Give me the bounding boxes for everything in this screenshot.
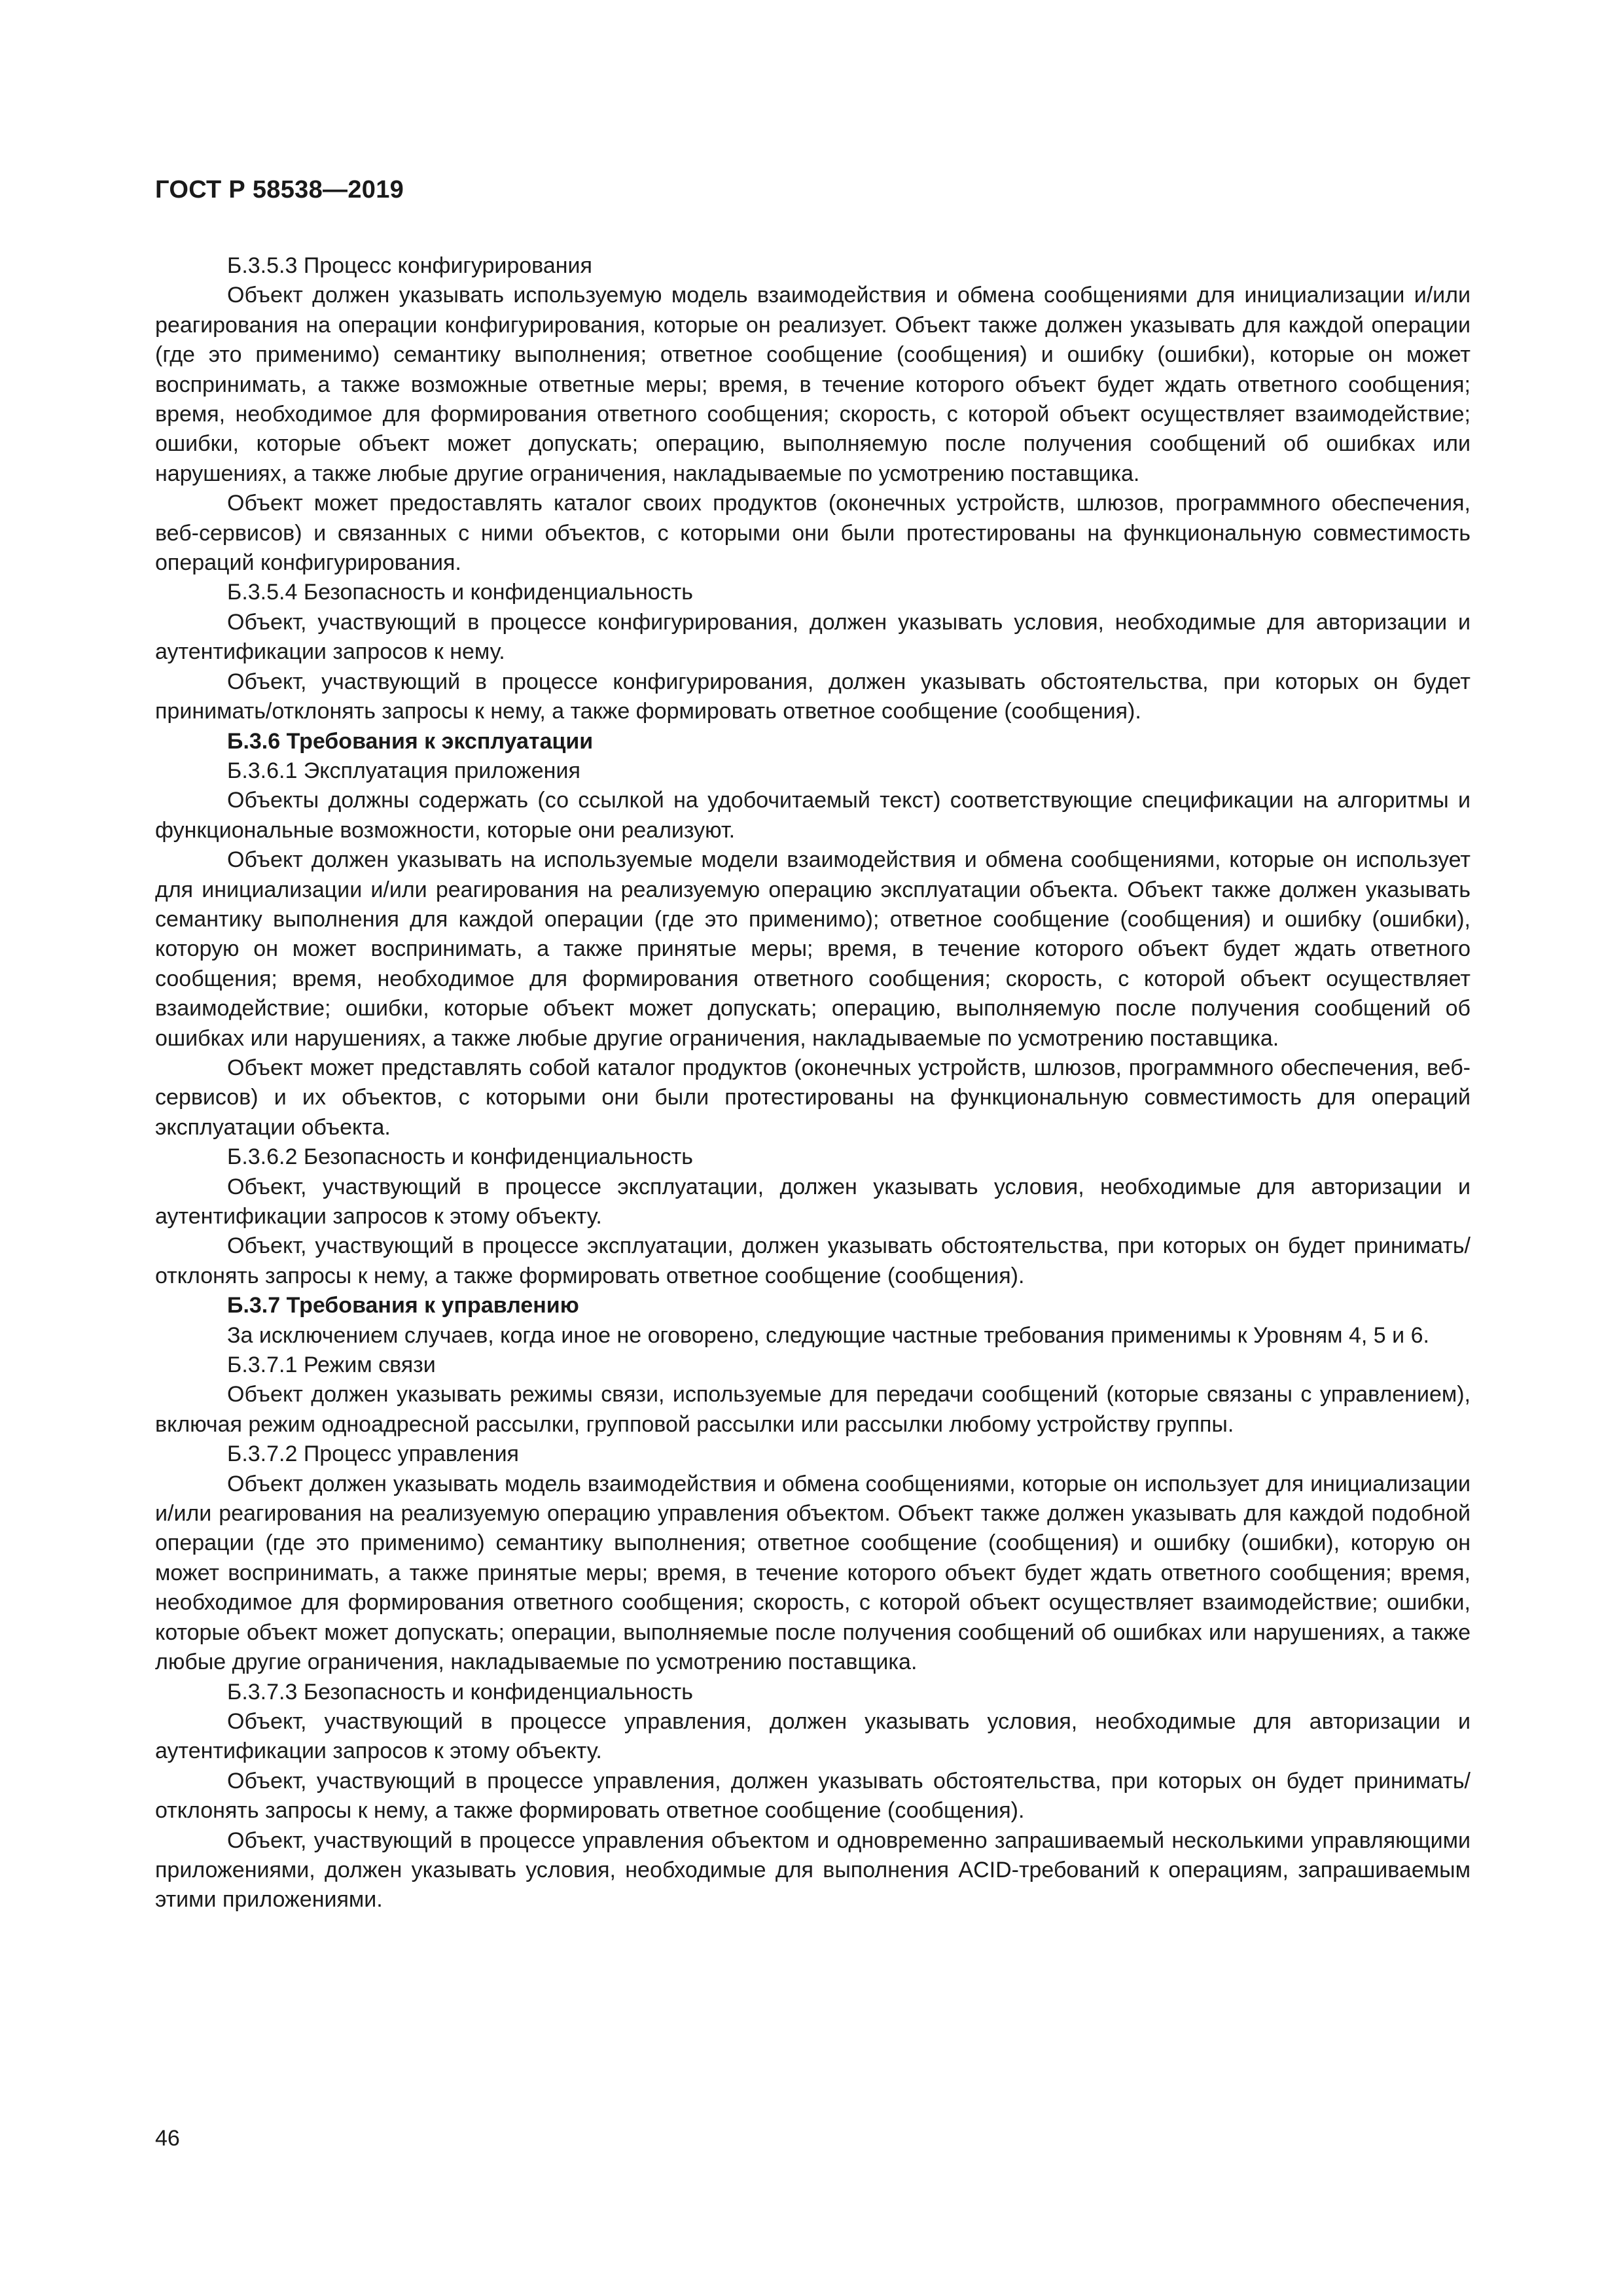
section-heading-b3-6-1: Б.3.6.1 Эксплуатация приложения bbox=[227, 758, 580, 783]
paragraph: За исключением случаев, когда иное не оговорено, следующие частные требования применимы к Уровням 4, 5 и 6. bbox=[227, 1322, 1429, 1348]
paragraph: Объект, участвующий в процессе управления, должен указывать обстоятельства, при которых он будет принимать/отклонять запросы к нему, а также формировать ответное сообщение (сообщения). bbox=[155, 1768, 1471, 1824]
section-heading-b3-5-4: Б.3.5.4 Безопасность и конфиденциальность bbox=[227, 580, 693, 605]
paragraph: Объект, участвующий в процессе эксплуатации, должен указывать условия, необходимые для авторизации и аутентификации запросов к этому объекту. bbox=[155, 1174, 1471, 1229]
paragraph: Объекты должны содержать (со ссылкой на удобочитаемый текст) соответствующие спецификации на алгоритмы и функциональные возможности, которые они реализуют. bbox=[155, 788, 1471, 843]
paragraph: Объект должен указывать режимы связи, используемые для передачи сообщений (которые связаны с управлением), включая режим одноадресной рассылки, групповой рассылки или рассылки любому устройству группы. bbox=[155, 1382, 1471, 1437]
section-heading-b3-7-2: Б.3.7.2 Процесс управления bbox=[227, 1441, 519, 1467]
paragraph: Объект может предоставлять каталог своих продуктов (оконечных устройств, шлюзов, программного обеспечения, веб-сервисов) и связанных с ними объектов, с которыми они были протестированы на функциональную совместимость операций конфигурирования. bbox=[155, 491, 1471, 576]
paragraph: Объект может представлять собой каталог продуктов (оконечных устройств, шлюзов, программного обеспечения, веб-сервисов) и их объектов, с которыми они были протестированы на функциональную совместимость для операций эксплуатации объекта. bbox=[155, 1055, 1471, 1140]
section-heading-b3-7-3: Б.3.7.3 Безопасность и конфиденциальность bbox=[227, 1679, 693, 1704]
section-heading-b3-6: Б.3.6 Требования к эксплуатации bbox=[227, 728, 594, 754]
paragraph: Объект, участвующий в процессе управления, должен указывать условия, необходимые для авторизации и аутентификации запросов к этому объекту. bbox=[155, 1708, 1471, 1764]
paragraph: Объект должен указывать используемую модель взаимодействия и обмена сообщениями для инициализации и/или реагирования на операции конфигурирования, которые он реализует. Объект также должен указывать для каждой операции (где это применимо) семантику выполнения; ответное сообщение (сообщения) и ошибку (ошибки), которые он может воспринимать, а также возможные ответные меры; время, в течение которого объект будет ждать ответного сообщения; время, необходимое для формирования ответного сообщения; скорость, с которой объект осуществляет взаимодействие; ошибки, которые объект может допускать; операцию, выполняемую после получения сообщений об ошибках или нарушениях, а также любые другие ограничения, накладываемые по усмотрению поставщика. bbox=[155, 283, 1471, 486]
section-heading-b3-7: Б.3.7 Требования к управлению bbox=[227, 1293, 579, 1318]
paragraph: Объект должен указывать модель взаимодействия и обмена сообщениями, которые он использует для инициализации и/или реагирования на реализуемую операцию управления объектом. Объект также должен указывать для каждой подобной операции (где это применимо) семантику выполнения; ответное сообщение (сообщения) и ошибку (ошибки), которую он может воспринимать, а также принятые меры; время, в течение которого объект будет ждать ответного сообщения; время, необходимое для формирования ответного сообщения; скорость, с которой объект осуществляет взаимодействие; ошибки, которые объект может допускать; операции, выполняемые после получения сообщений об ошибках или нарушениях, а также любые другие ограничения, накладываемые по усмотрению поставщика. bbox=[155, 1471, 1471, 1675]
paragraph: Объект, участвующий в процессе эксплуатации, должен указывать обстоятельства, при которых он будет принимать/отклонять запросы к нему, а также формировать ответное сообщение (сообщения). bbox=[155, 1233, 1471, 1288]
paragraph: Объект, участвующий в процессе конфигурирования, должен указывать обстоятельства, при которых он будет принимать/отклонять запросы к нему, а также формировать ответное сообщение (сообщения). bbox=[155, 669, 1471, 724]
paragraph: Объект должен указывать на используемые модели взаимодействия и обмена сообщениями, которые он использует для инициализации и/или реагирования на реализуемую операцию эксплуатации объекта. Объект также должен указывать семантику выполнения для каждой операции (где это применимо); ответное сообщение (сообщения) и ошибку (ошибки), которую он может воспринимать, а также принятые меры; время, в течение которого объект будет ждать ответного сообщения; время, необходимое для формирования ответного сообщения; скорость, с которой объект осуществляет взаимодействие; ошибки, которые объект может допускать; операцию, выполняемую после получения сообщений об ошибках или нарушениях, а также любые другие ограничения, накладываемые по усмотрению поставщика. bbox=[155, 847, 1471, 1051]
document-body bbox=[155, 251, 1471, 1915]
page-number: 46 bbox=[155, 2126, 180, 2151]
section-heading-b3-6-2: Б.3.6.2 Безопасность и конфиденциальность bbox=[227, 1144, 693, 1170]
section-heading-b3-7-1: Б.3.7.1 Режим связи bbox=[227, 1352, 436, 1378]
paragraph: Объект, участвующий в процессе управления объектом и одновременно запрашиваемый несколькими управляющими приложениями, должен указывать условия, необходимые для выполнения ACID-требований к операциям, запрашиваемым этими приложениями. bbox=[155, 1828, 1471, 1913]
section-heading-b3-5-3: Б.3.5.3 Процесс конфигурирования bbox=[227, 253, 592, 278]
paragraph: Объект, участвующий в процессе конфигурирования, должен указывать условия, необходимые для авторизации и аутентификации запросов к нему. bbox=[155, 609, 1471, 665]
standard-header: ГОСТ Р 58538—2019 bbox=[155, 176, 404, 203]
